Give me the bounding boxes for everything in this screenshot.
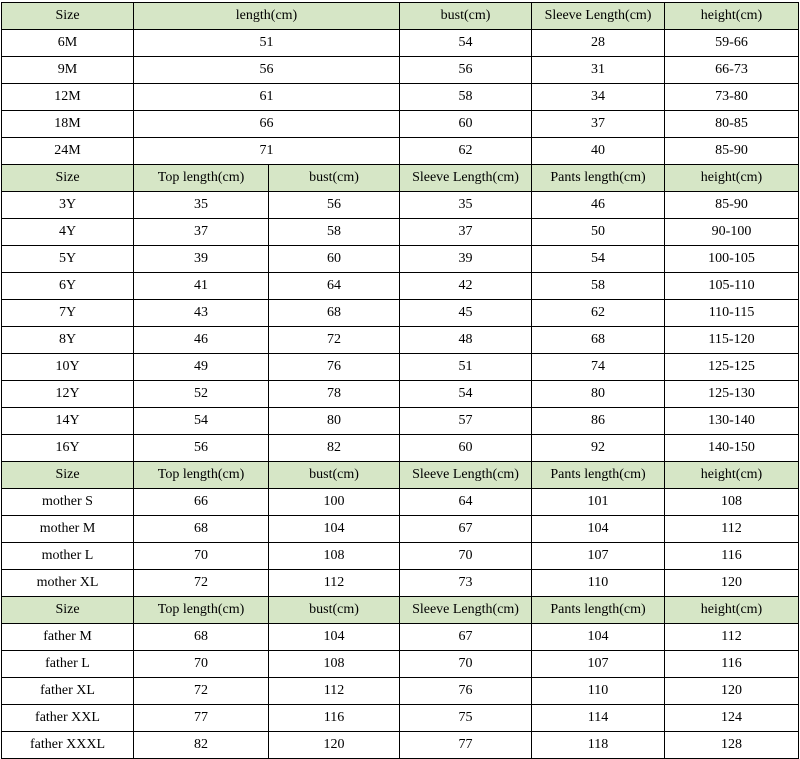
mother-row: [2, 489, 799, 516]
value-cell: 107: [532, 651, 665, 678]
size-cell: 8Y: [2, 327, 134, 354]
mother-row: [2, 570, 799, 597]
value-cell: 54: [134, 408, 269, 435]
value-cell: 115-120: [665, 327, 799, 354]
kids-row: [2, 354, 799, 381]
value-cell: 56: [269, 192, 400, 219]
header-cell: Pants length(cm): [532, 597, 665, 624]
value-cell: 104: [532, 516, 665, 543]
value-cell: 120: [269, 732, 400, 759]
value-cell: 73-80: [665, 84, 799, 111]
value-cell: 58: [400, 84, 532, 111]
header-cell: Size: [2, 165, 134, 192]
value-cell: 80: [532, 381, 665, 408]
size-cell: father M: [2, 624, 134, 651]
header-cell: Size: [2, 3, 134, 30]
value-cell: 37: [134, 219, 269, 246]
value-cell: 76: [400, 678, 532, 705]
value-cell: 56: [400, 57, 532, 84]
value-cell: 108: [665, 489, 799, 516]
infant-row: [2, 30, 799, 57]
header-cell: Size: [2, 462, 134, 489]
value-cell: 107: [532, 543, 665, 570]
value-cell: 112: [269, 678, 400, 705]
value-cell: 112: [269, 570, 400, 597]
value-cell: 73: [400, 570, 532, 597]
header-cell: Size: [2, 597, 134, 624]
size-chart-body: [2, 3, 799, 759]
infant-row: [2, 138, 799, 165]
value-cell: 68: [134, 516, 269, 543]
value-cell: 85-90: [665, 192, 799, 219]
father-row: [2, 732, 799, 759]
size-cell: 5Y: [2, 246, 134, 273]
header-cell: Sleeve Length(cm): [400, 165, 532, 192]
header-cell: height(cm): [665, 462, 799, 489]
value-cell: 128: [665, 732, 799, 759]
size-cell: father XL: [2, 678, 134, 705]
kids-row: [2, 327, 799, 354]
value-cell: 61: [134, 84, 400, 111]
header-cell: length(cm): [134, 3, 400, 30]
value-cell: 60: [269, 246, 400, 273]
value-cell: 120: [665, 678, 799, 705]
value-cell: 66: [134, 489, 269, 516]
size-cell: 12M: [2, 84, 134, 111]
value-cell: 104: [532, 624, 665, 651]
value-cell: 80: [269, 408, 400, 435]
value-cell: 110-115: [665, 300, 799, 327]
value-cell: 37: [532, 111, 665, 138]
value-cell: 112: [665, 516, 799, 543]
size-cell: 14Y: [2, 408, 134, 435]
value-cell: 72: [134, 570, 269, 597]
value-cell: 28: [532, 30, 665, 57]
value-cell: 71: [134, 138, 400, 165]
size-cell: 6M: [2, 30, 134, 57]
header-cell: bust(cm): [400, 3, 532, 30]
header-cell: height(cm): [665, 165, 799, 192]
value-cell: 40: [532, 138, 665, 165]
value-cell: 48: [400, 327, 532, 354]
size-cell: 24M: [2, 138, 134, 165]
value-cell: 72: [269, 327, 400, 354]
value-cell: 75: [400, 705, 532, 732]
value-cell: 105-110: [665, 273, 799, 300]
infant-row: [2, 111, 799, 138]
size-cell: 16Y: [2, 435, 134, 462]
size-cell: 12Y: [2, 381, 134, 408]
value-cell: 116: [269, 705, 400, 732]
value-cell: 78: [269, 381, 400, 408]
value-cell: 74: [532, 354, 665, 381]
value-cell: 68: [134, 624, 269, 651]
father-row: [2, 678, 799, 705]
header-cell: Sleeve Length(cm): [400, 597, 532, 624]
value-cell: 100: [269, 489, 400, 516]
value-cell: 100-105: [665, 246, 799, 273]
value-cell: 54: [400, 381, 532, 408]
value-cell: 39: [134, 246, 269, 273]
kids-row: [2, 435, 799, 462]
kids-row: [2, 192, 799, 219]
size-cell: father XXL: [2, 705, 134, 732]
kids-header-row: [2, 165, 799, 192]
header-cell: Top length(cm): [134, 462, 269, 489]
value-cell: 45: [400, 300, 532, 327]
value-cell: 86: [532, 408, 665, 435]
kids-row: [2, 381, 799, 408]
size-cell: mother XL: [2, 570, 134, 597]
father-header-row: [2, 597, 799, 624]
value-cell: 82: [269, 435, 400, 462]
size-cell: 3Y: [2, 192, 134, 219]
value-cell: 108: [269, 543, 400, 570]
header-cell: Sleeve Length(cm): [532, 3, 665, 30]
value-cell: 104: [269, 624, 400, 651]
value-cell: 112: [665, 624, 799, 651]
size-cell: father XXXL: [2, 732, 134, 759]
size-cell: 9M: [2, 57, 134, 84]
value-cell: 70: [400, 651, 532, 678]
value-cell: 59-66: [665, 30, 799, 57]
size-cell: 10Y: [2, 354, 134, 381]
size-cell: mother S: [2, 489, 134, 516]
kids-row: [2, 408, 799, 435]
value-cell: 76: [269, 354, 400, 381]
value-cell: 70: [400, 543, 532, 570]
value-cell: 82: [134, 732, 269, 759]
value-cell: 34: [532, 84, 665, 111]
value-cell: 80-85: [665, 111, 799, 138]
value-cell: 108: [269, 651, 400, 678]
value-cell: 42: [400, 273, 532, 300]
header-cell: height(cm): [665, 3, 799, 30]
value-cell: 62: [532, 300, 665, 327]
value-cell: 68: [269, 300, 400, 327]
mother-header-row: [2, 462, 799, 489]
value-cell: 125-125: [665, 354, 799, 381]
value-cell: 60: [400, 435, 532, 462]
size-cell: 6Y: [2, 273, 134, 300]
value-cell: 124: [665, 705, 799, 732]
value-cell: 110: [532, 678, 665, 705]
value-cell: 70: [134, 651, 269, 678]
header-cell: bust(cm): [269, 462, 400, 489]
value-cell: 35: [134, 192, 269, 219]
value-cell: 140-150: [665, 435, 799, 462]
father-row: [2, 624, 799, 651]
header-cell: Pants length(cm): [532, 462, 665, 489]
size-cell: mother L: [2, 543, 134, 570]
value-cell: 49: [134, 354, 269, 381]
value-cell: 66-73: [665, 57, 799, 84]
size-cell: 7Y: [2, 300, 134, 327]
value-cell: 66: [134, 111, 400, 138]
kids-row: [2, 246, 799, 273]
kids-row: [2, 273, 799, 300]
value-cell: 58: [269, 219, 400, 246]
value-cell: 46: [532, 192, 665, 219]
value-cell: 54: [400, 30, 532, 57]
value-cell: 125-130: [665, 381, 799, 408]
value-cell: 35: [400, 192, 532, 219]
infant-row: [2, 84, 799, 111]
value-cell: 51: [134, 30, 400, 57]
value-cell: 118: [532, 732, 665, 759]
value-cell: 56: [134, 435, 269, 462]
value-cell: 54: [532, 246, 665, 273]
size-cell: father L: [2, 651, 134, 678]
value-cell: 41: [134, 273, 269, 300]
value-cell: 72: [134, 678, 269, 705]
value-cell: 104: [269, 516, 400, 543]
value-cell: 51: [400, 354, 532, 381]
value-cell: 46: [134, 327, 269, 354]
header-cell: Pants length(cm): [532, 165, 665, 192]
infant-header-row: [2, 3, 799, 30]
size-cell: 18M: [2, 111, 134, 138]
header-cell: height(cm): [665, 597, 799, 624]
value-cell: 31: [532, 57, 665, 84]
father-row: [2, 651, 799, 678]
value-cell: 92: [532, 435, 665, 462]
mother-row: [2, 543, 799, 570]
value-cell: 120: [665, 570, 799, 597]
value-cell: 39: [400, 246, 532, 273]
header-cell: bust(cm): [269, 597, 400, 624]
size-cell: mother M: [2, 516, 134, 543]
father-row: [2, 705, 799, 732]
value-cell: 67: [400, 516, 532, 543]
value-cell: 101: [532, 489, 665, 516]
value-cell: 50: [532, 219, 665, 246]
value-cell: 62: [400, 138, 532, 165]
value-cell: 58: [532, 273, 665, 300]
value-cell: 57: [400, 408, 532, 435]
value-cell: 64: [400, 489, 532, 516]
value-cell: 114: [532, 705, 665, 732]
value-cell: 116: [665, 651, 799, 678]
header-cell: Sleeve Length(cm): [400, 462, 532, 489]
value-cell: 68: [532, 327, 665, 354]
value-cell: 70: [134, 543, 269, 570]
value-cell: 90-100: [665, 219, 799, 246]
value-cell: 77: [134, 705, 269, 732]
value-cell: 64: [269, 273, 400, 300]
value-cell: 52: [134, 381, 269, 408]
value-cell: 116: [665, 543, 799, 570]
value-cell: 56: [134, 57, 400, 84]
value-cell: 43: [134, 300, 269, 327]
value-cell: 110: [532, 570, 665, 597]
value-cell: 60: [400, 111, 532, 138]
kids-row: [2, 219, 799, 246]
value-cell: 37: [400, 219, 532, 246]
header-cell: Top length(cm): [134, 165, 269, 192]
kids-row: [2, 300, 799, 327]
size-chart-table: [1, 2, 799, 759]
value-cell: 85-90: [665, 138, 799, 165]
size-cell: 4Y: [2, 219, 134, 246]
header-cell: bust(cm): [269, 165, 400, 192]
infant-row: [2, 57, 799, 84]
value-cell: 67: [400, 624, 532, 651]
mother-row: [2, 516, 799, 543]
value-cell: 130-140: [665, 408, 799, 435]
value-cell: 77: [400, 732, 532, 759]
header-cell: Top length(cm): [134, 597, 269, 624]
